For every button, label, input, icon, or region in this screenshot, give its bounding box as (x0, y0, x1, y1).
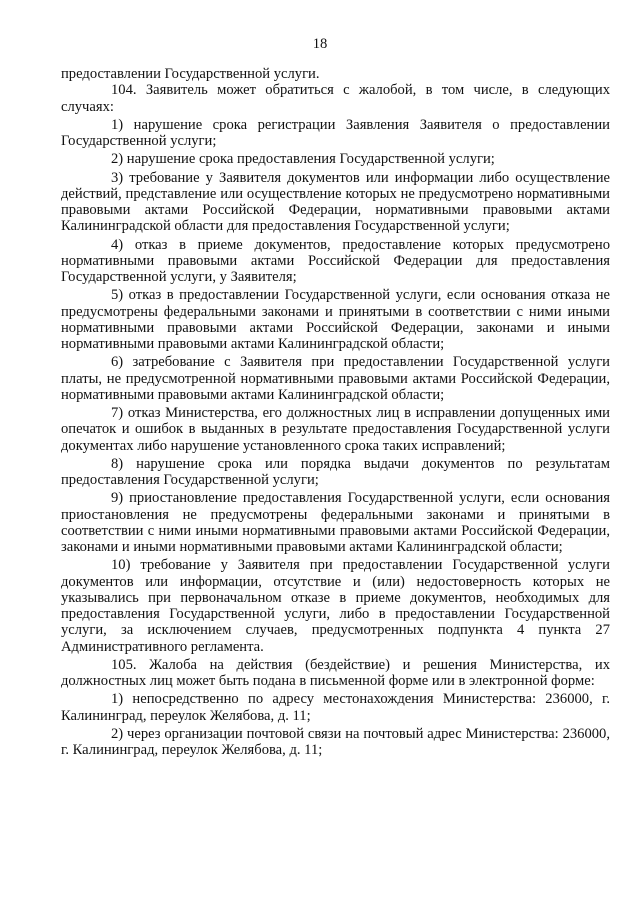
list-item-104-6: 6) затребование с Заявителя при предоставлении Государственной услуги платы, не предусмотренной нормативными правовыми актами Российской Федерации, нормативными правовыми актами Калининградской области; (61, 354, 610, 403)
list-item-105-1: 1) непосредственно по адресу местонахождения Министерства: 236000, г. Калининград, переулок Желябова, д. 11; (61, 691, 610, 724)
list-item-104-3: 3) требование у Заявителя документов или информации либо осуществление действий, представление или осуществление которых не предусмотрено нормативными правовыми актами Российской Федерации, нормативными правовыми актами Калининградской области для предоставления Государственной услуги; (61, 169, 610, 235)
list-item-104-1: 1) нарушение срока регистрации Заявления Заявителя о предоставлении Государственной услуги; (61, 116, 610, 149)
list-item-104-9: 9) приостановление предоставления Государственной услуги, если основания приостановления не предусмотрены федеральными законами и принятыми в соответствии с ними иными нормативными правовыми актами Российской Федерации, законами и иными нормативными правовыми актами Калининградской области; (61, 490, 610, 555)
paragraph-continuation: предоставлении Государственной услуги. (61, 66, 320, 82)
list-item-104-5: 5) отказ в предоставлении Государственной услуги, если основания отказа не предусмотрены федеральными законами и принятыми в соответствии с ними иными нормативными правовыми актами Российской Федерации, законами и иными нормативными правовыми актами Калининградской области; (61, 287, 610, 352)
list-item-104-4: 4) отказ в приеме документов, предоставление которых предусмотрено нормативными правовыми актами Российской Федерации для предоставления Государственной услуги, у Заявителя; (61, 236, 610, 285)
paragraph-104: 104. Заявитель может обратиться с жалобой, в том числе, в следующих случаях: (61, 82, 610, 115)
list-item-105-2: 2) через организации почтовой связи на почтовый адрес Министерства: 236000, г. Калининград, переулок Желябова, д. 11; (61, 725, 610, 758)
page-number: 18 (312, 36, 328, 52)
list-item-104-2: 2) нарушение срока предоставления Государственной услуги; (111, 151, 495, 168)
list-item-104-7: 7) отказ Министерства, его должностных лиц в исправлении допущенных ими опечаток и ошибок в выданных в результате предоставления Государственной услуги документах либо нарушение установленного срока таких исправлений; (61, 405, 610, 454)
paragraph-105: 105. Жалоба на действия (бездействие) и решения Министерства, их должностных лиц может быть подана в письменной форме или в электронной форме: (61, 656, 610, 689)
list-item-104-8: 8) нарушение срока или порядка выдачи документов по результатам предоставления Государственной услуги; (61, 455, 610, 488)
document-body (61, 66, 610, 758)
list-item-104-10: 10) требование у Заявителя при предоставлении Государственной услуги документов или информации, отсутствие и (или) недостоверность которых не указывались при первоначальном отказе в приеме документов, необходимых для предоставления Государственной услуги, либо в предоставлении Государственной услуги, за исключением случаев, предусмотренных подпункта 4 пункта 27 Административного регламента. (61, 557, 610, 655)
